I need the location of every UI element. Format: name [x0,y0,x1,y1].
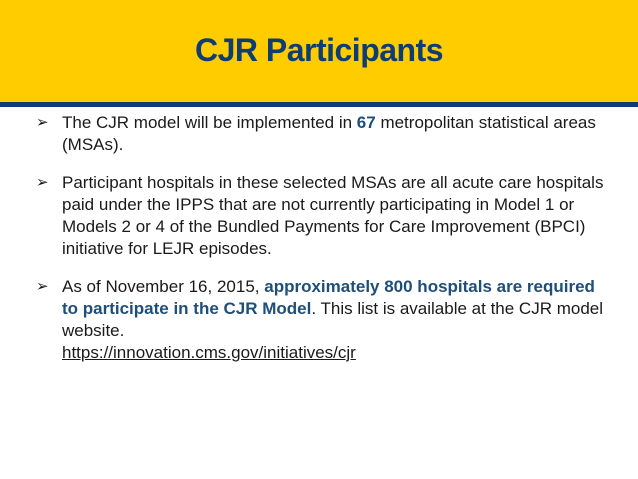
cjr-website-link[interactable]: https://innovation.cms.gov/initiatives/cjr [62,343,356,362]
bullet-text: Participant hospitals in these selected MSAs are all acute care hospitals paid under the IPPS that are not currently participating in Model 1 or Models 2 or 4 of the Bundled Payments for Care Improvement (BPCI) initiative for LEJR episodes. [62,173,604,258]
bullet-item-msas [36,112,608,156]
bullet-list [36,112,608,380]
highlight-hospitals: approximately 800 hospitals are required to participate in the CJR Model [62,277,595,318]
title-divider [0,102,638,107]
arrow-bullet-icon: ➢ [36,278,49,295]
bullet-text: . This list is available at the CJR model website. [62,299,603,340]
bullet-item-hospitals [36,276,608,364]
arrow-bullet-icon: ➢ [36,114,49,131]
bullet-text: The CJR model will be implemented in [62,113,357,132]
slide-title: CJR Participants [194,32,444,68]
highlight-count: 67 [356,113,376,132]
arrow-bullet-icon: ➢ [36,174,49,191]
bullet-item-participants [36,172,608,260]
bullet-text: As of November 16, 2015, [62,277,265,296]
bullet-text: metropolitan statistical areas (MSAs). [62,113,596,154]
